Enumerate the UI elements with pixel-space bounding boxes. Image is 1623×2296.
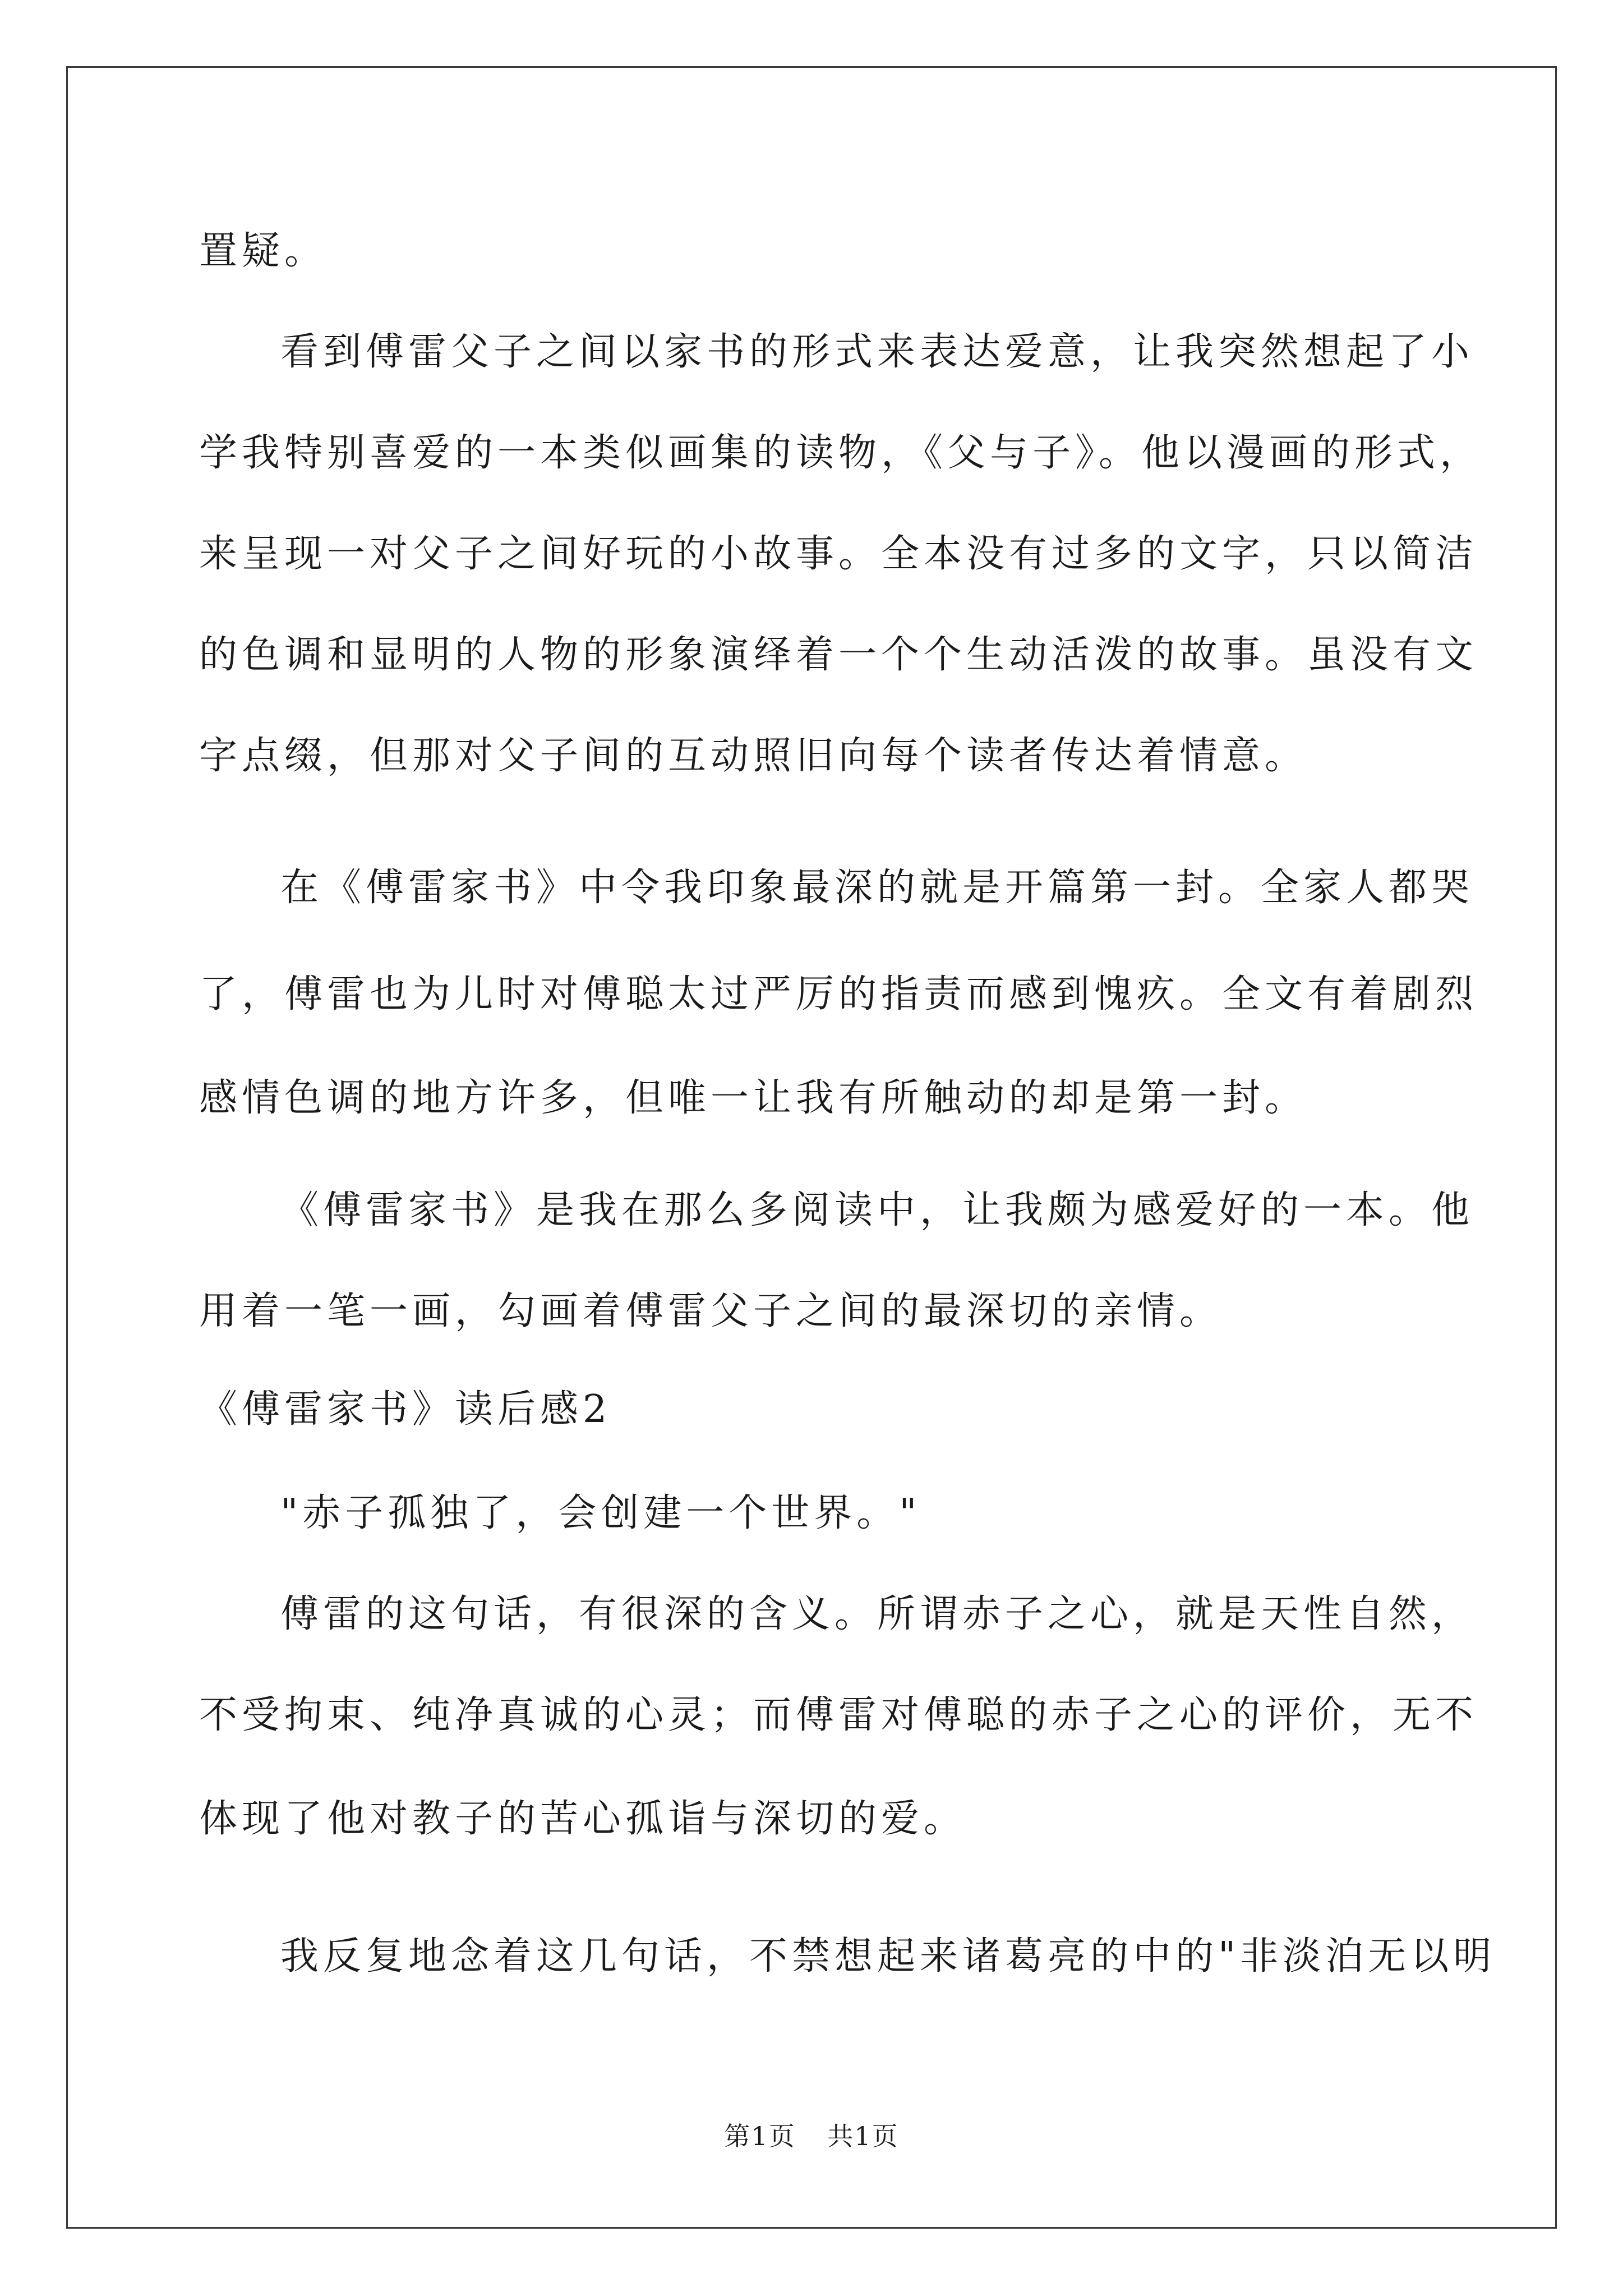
paragraph-start: 傅雷的这句话，有很深的含义。所谓赤子之心，就是天性自然， bbox=[280, 1592, 1474, 1636]
paragraph-start: 在《傅雷家书》中令我印象最深的就是开篇第一封。全家人都哭 bbox=[280, 866, 1474, 910]
text-line: 了，傅雷也为儿时对傅聪太过严厉的指责而感到愧疚。全文有着剧烈 bbox=[199, 972, 1478, 1016]
text-line: 字点缀，但那对父子间的互动照旧向每个读者传达着情意。 bbox=[199, 734, 1308, 778]
text-line: 体现了他对教子的苦心孤诣与深切的爱。 bbox=[199, 1797, 967, 1841]
paragraph-start: 我反复地念着这几句话，不禁想起来诸葛亮的中的"非淡泊无以明 bbox=[280, 1934, 1496, 1978]
page-border bbox=[66, 66, 1557, 2229]
paragraph-start: 看到傅雷父子之间以家书的形式来表达爱意，让我突然想起了小 bbox=[280, 330, 1474, 374]
section-heading: 《傅雷家书》读后感2 bbox=[199, 1387, 612, 1432]
quote-line: "赤子孤独了，会创建一个世界。" bbox=[280, 1491, 921, 1535]
paragraph-start: 《傅雷家书》是我在那么多阅读中，让我颇为感爱好的一本。他 bbox=[280, 1188, 1474, 1232]
text-line: 来呈现一对父子之间好玩的小故事。全本没有过多的文字，只以简洁 bbox=[199, 532, 1478, 576]
text-line: 感情色调的地方许多，但唯一让我有所触动的却是第一封。 bbox=[199, 1076, 1308, 1120]
page-footer: 第1页 共1页 bbox=[724, 2121, 899, 2151]
text-line: 置疑。 bbox=[199, 229, 328, 273]
text-line: 用着一笔一画，勾画着傅雷父子之间的最深切的亲情。 bbox=[199, 1289, 1223, 1333]
text-line: 不受拘束、纯净真诚的心灵；而傅雷对傅聪的赤子之心的评价，无不 bbox=[199, 1693, 1478, 1737]
text-line: 学我特别喜爱的一本类似画集的读物，《父与子》。他以漫画的形式， bbox=[199, 431, 1483, 475]
text-line: 的色调和显明的人物的形象演绎着一个个生动活泼的故事。虽没有文 bbox=[199, 633, 1478, 677]
